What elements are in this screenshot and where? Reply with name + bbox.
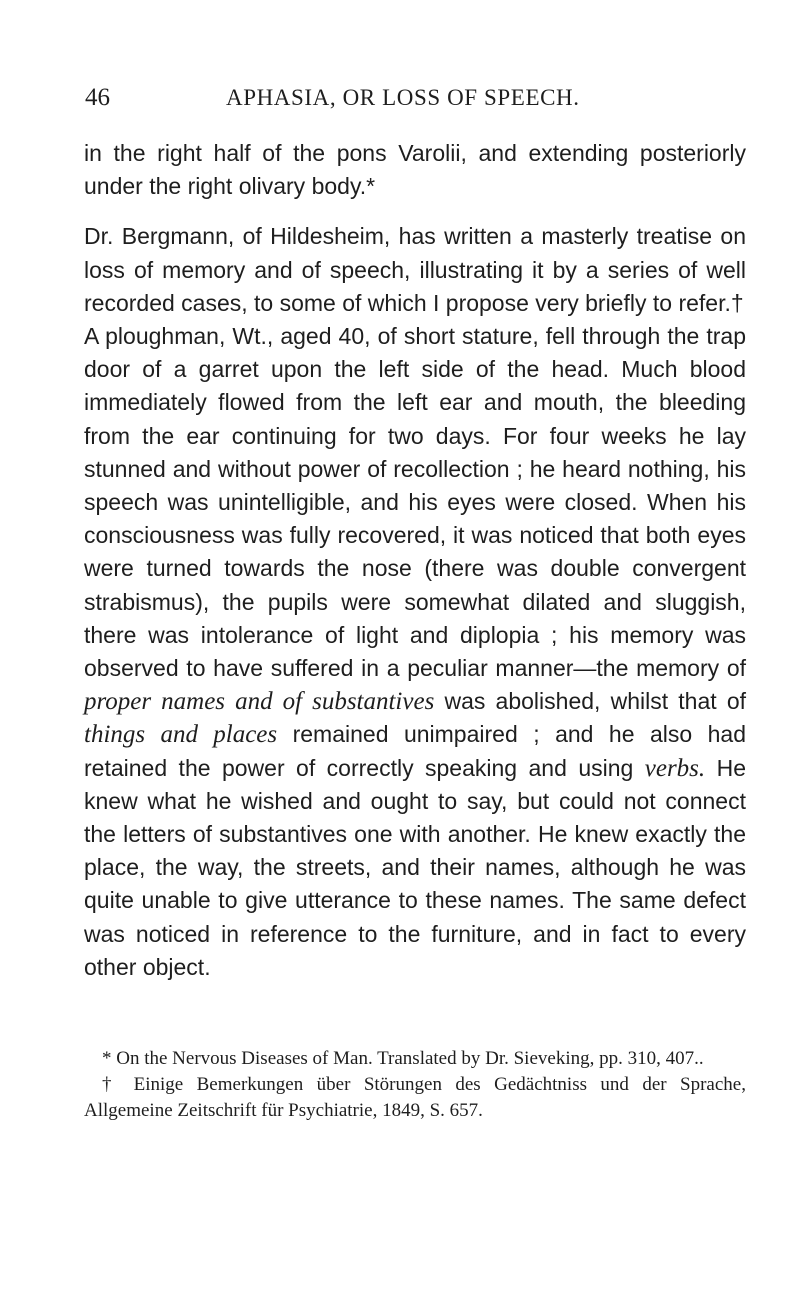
- paragraph-3-text-3: remained unimpaired ; and he also had retained the power of correctly speaking and using: [84, 721, 746, 781]
- paragraph-3-text-2: was abolished, whilst that of: [434, 688, 746, 715]
- emphasis-things-and-places: things and places: [84, 721, 278, 749]
- footnotes: [84, 1046, 746, 1124]
- paragraph-3-text-1: A ploughman, Wt., aged 40, of short stature, fell through the trap door of a garret upon the left side of the head. Much blood immediately flowed from the left ear and mouth, the bleeding from the ear continuing for two days. For four weeks he lay stunned and without power of recollection ; he heard nothing, his speech was unintelligible, and his eyes were closed. When his consciousness was fully recovered, it was noticed that both eyes were turned towards the nose (there was double convergent strabismus), the pupils were somewhat dilated and sluggish, there was intolerance of light and diplopia ; his memory was observed to have suffered in a peculiar manner—the memory of: [84, 323, 746, 682]
- body-text: [84, 137, 746, 984]
- footnote-1: * On the Nervous Diseases of Man. Translated by Dr. Sieveking, pp. 310, 407..: [102, 1048, 704, 1069]
- paragraph-2: Dr. Bergmann, of Hildesheim, has written a masterly treatise on loss of memory and of speech, illustrating it by a series of well recorded cases, to some of which I propose very briefly to refer.†: [84, 223, 746, 316]
- paragraph-3-text-4: He knew what he wished and ought to say, but could not connect the letters of substantives one with another. He knew exactly the place, the way, the streets, and their names, although he was quite unable to give utterance to these names. The same defect was noticed in reference to the furniture, and in fact to every other object.: [84, 754, 746, 980]
- emphasis-proper-names: proper names and of substantives: [84, 688, 435, 716]
- running-title: APHASIA, OR LOSS OF SPEECH.: [226, 85, 580, 110]
- emphasis-verbs: verbs.: [644, 754, 706, 782]
- page-number: 46: [85, 84, 110, 111]
- paragraph-3: [84, 320, 746, 984]
- paragraph-1: in the right half of the pons Varolii, and extending posteriorly under the right olivary body.*: [84, 140, 746, 200]
- footnote-2: † Einige Bemerkungen über Störungen des Gedächtniss und der Sprache, Allgemeine Zeitschrift für Psychiatrie, 1849, S. 657.: [84, 1074, 746, 1121]
- running-head: [85, 80, 745, 116]
